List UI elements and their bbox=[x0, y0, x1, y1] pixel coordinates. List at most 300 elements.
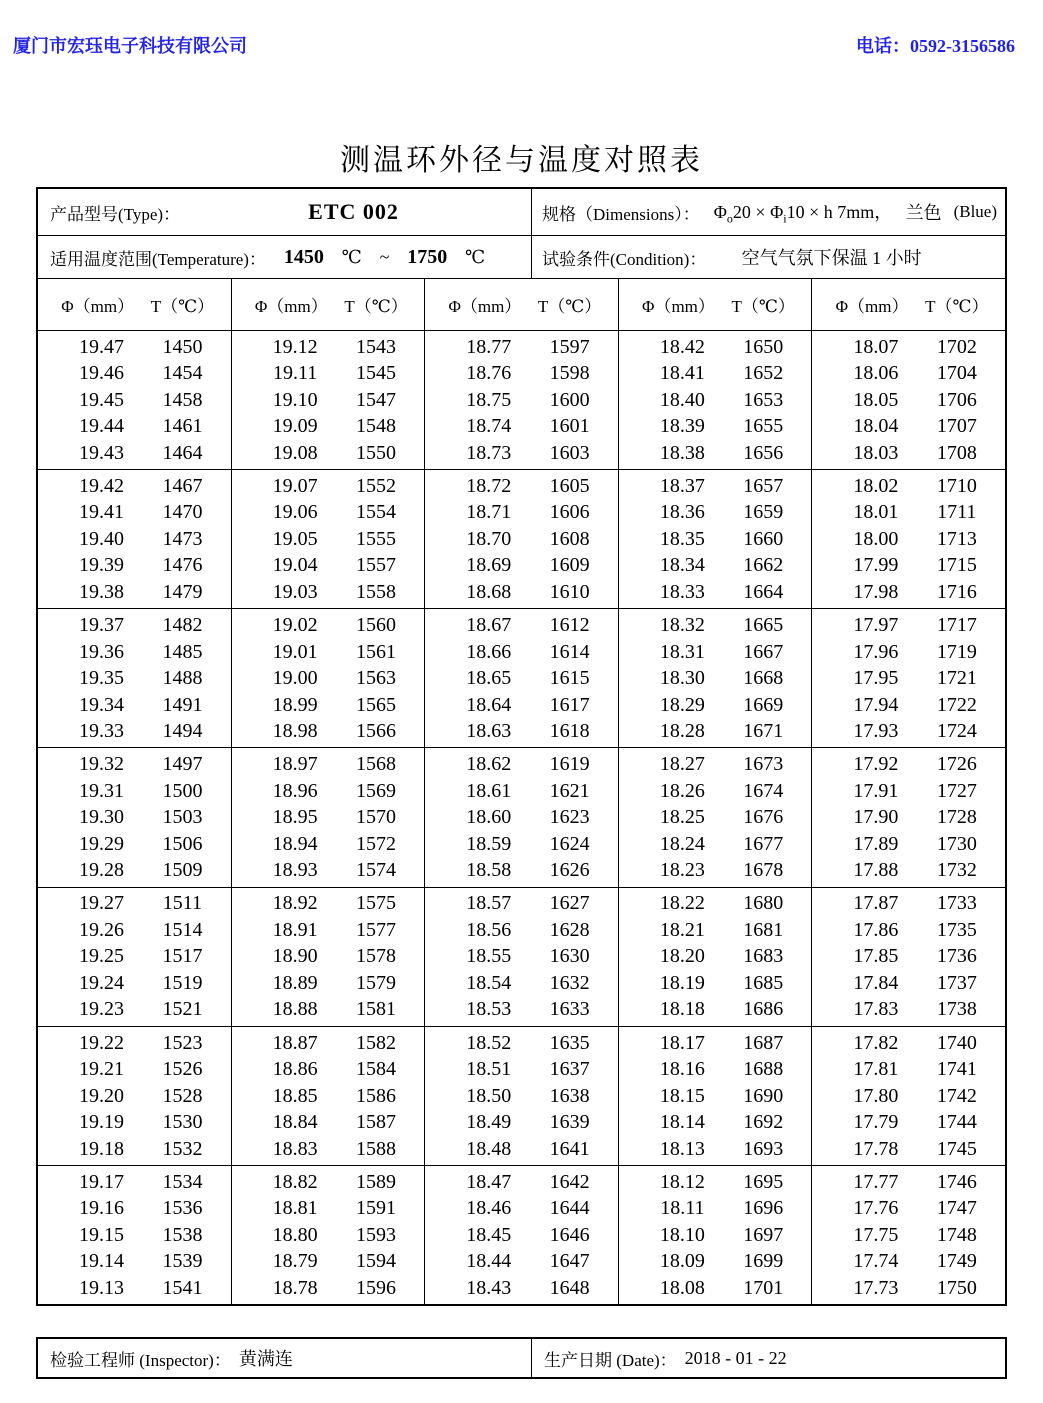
phi-value: 19.21 bbox=[79, 1058, 125, 1081]
table-row bbox=[619, 804, 812, 831]
table-row bbox=[619, 1195, 812, 1222]
table-row bbox=[232, 831, 425, 858]
temperature-value: 1621 bbox=[549, 779, 590, 802]
table-row bbox=[812, 1083, 1005, 1110]
phi-value: 19.42 bbox=[79, 474, 125, 497]
temperature-value: 1605 bbox=[549, 474, 590, 497]
temperature-value: 1615 bbox=[549, 667, 590, 690]
table-row bbox=[232, 692, 425, 719]
temperature-value: 1514 bbox=[162, 918, 203, 941]
table-row bbox=[812, 526, 1005, 553]
condition-label: 试验条件(Condition)： bbox=[542, 249, 707, 269]
table-row bbox=[619, 552, 812, 579]
phi-value: 18.31 bbox=[659, 640, 705, 663]
phone bbox=[856, 32, 1015, 58]
row-group bbox=[232, 470, 425, 609]
table-row bbox=[38, 334, 231, 361]
phi-value: 18.71 bbox=[466, 501, 512, 524]
row-group bbox=[812, 470, 1005, 609]
table-column bbox=[232, 331, 426, 1304]
table-row bbox=[232, 1030, 425, 1057]
temperature-value: 1638 bbox=[549, 1084, 590, 1107]
temperature-value: 1726 bbox=[936, 753, 977, 776]
temperature-value: 1724 bbox=[936, 720, 977, 743]
phi-value: 19.33 bbox=[79, 720, 125, 743]
table-row bbox=[425, 943, 618, 970]
top-bar bbox=[13, 32, 1015, 58]
table-row bbox=[232, 1056, 425, 1083]
column-header-cell bbox=[425, 279, 619, 330]
temperature-value: 1697 bbox=[743, 1223, 784, 1246]
phi-value: 18.57 bbox=[466, 892, 512, 915]
temperature-value: 1609 bbox=[549, 554, 590, 577]
temperature-value: 1750 bbox=[936, 1276, 977, 1299]
phi-value: 18.63 bbox=[466, 720, 512, 743]
condition-value: 空气气氛下保温 1 小时 bbox=[741, 248, 922, 268]
temperature-value: 1678 bbox=[743, 859, 784, 882]
table-column bbox=[619, 331, 813, 1304]
phi-value: 18.48 bbox=[466, 1137, 512, 1160]
temperature-value: 1579 bbox=[356, 971, 397, 994]
temperature-value: 1581 bbox=[356, 998, 397, 1021]
temperature-value: 1500 bbox=[162, 779, 203, 802]
table-row bbox=[425, 665, 618, 692]
phi-value: 18.08 bbox=[659, 1276, 705, 1299]
temperature-value: 1593 bbox=[356, 1223, 397, 1246]
phi-value: 17.81 bbox=[853, 1058, 899, 1081]
phi-value: 18.74 bbox=[466, 415, 512, 438]
temperature-value: 1722 bbox=[936, 693, 977, 716]
table-row bbox=[38, 1222, 231, 1249]
phi-value: 18.13 bbox=[659, 1137, 705, 1160]
temperature-value: 1695 bbox=[743, 1170, 784, 1193]
table-row bbox=[812, 1109, 1005, 1136]
table-row bbox=[812, 1195, 1005, 1222]
phi-value: 18.49 bbox=[466, 1111, 512, 1134]
phi-value: 18.53 bbox=[466, 998, 512, 1021]
date-label: 生产日期 (Date)： bbox=[544, 1350, 677, 1370]
phi-value: 19.16 bbox=[79, 1197, 125, 1220]
temperature-value: 1536 bbox=[162, 1197, 203, 1220]
column-header-cell bbox=[619, 279, 813, 330]
table-row bbox=[812, 665, 1005, 692]
table-row bbox=[38, 1169, 231, 1196]
table-row bbox=[425, 1275, 618, 1302]
table-row bbox=[812, 334, 1005, 361]
row-group bbox=[232, 748, 425, 887]
info-row-temp-cond bbox=[38, 236, 1005, 279]
row-group bbox=[232, 1027, 425, 1166]
phi-value: 19.35 bbox=[79, 667, 125, 690]
phi-value: 18.05 bbox=[853, 388, 899, 411]
row-group bbox=[812, 1166, 1005, 1304]
row-group bbox=[619, 1166, 812, 1304]
phone-label: 电话： bbox=[856, 36, 910, 56]
color-name-en: (Blue) bbox=[953, 202, 997, 221]
phi-value: 19.05 bbox=[272, 527, 318, 550]
table-row bbox=[812, 970, 1005, 997]
phi-value: 18.04 bbox=[853, 415, 899, 438]
phi-value: 18.85 bbox=[272, 1084, 318, 1107]
table-row bbox=[38, 1275, 231, 1302]
phi-value: 18.15 bbox=[659, 1084, 705, 1107]
phi-value: 18.64 bbox=[466, 693, 512, 716]
temperature-value: 1699 bbox=[743, 1250, 784, 1273]
temperature-value: 1597 bbox=[549, 335, 590, 358]
phi-value: 17.95 bbox=[853, 667, 899, 690]
phi-value: 18.97 bbox=[272, 753, 318, 776]
table-row bbox=[619, 778, 812, 805]
temperature-value: 1506 bbox=[162, 832, 203, 855]
table-row bbox=[619, 665, 812, 692]
phi-value: 17.98 bbox=[853, 580, 899, 603]
temperature-value: 1671 bbox=[743, 720, 784, 743]
phi-value: 19.30 bbox=[79, 806, 125, 829]
temperature-value: 1554 bbox=[356, 501, 397, 524]
table-column bbox=[812, 331, 1005, 1304]
table-row bbox=[812, 692, 1005, 719]
temperature-value: 1736 bbox=[936, 945, 977, 968]
table-row bbox=[232, 639, 425, 666]
table-row bbox=[425, 917, 618, 944]
temperature-value: 1617 bbox=[549, 693, 590, 716]
temperature-value: 1458 bbox=[162, 388, 203, 411]
temperature-value: 1545 bbox=[356, 362, 397, 385]
phi-value: 18.30 bbox=[659, 667, 705, 690]
temperature-value: 1676 bbox=[743, 806, 784, 829]
phi-value: 18.72 bbox=[466, 474, 512, 497]
table-row bbox=[619, 970, 812, 997]
temperature-value: 1509 bbox=[162, 859, 203, 882]
table-row bbox=[812, 943, 1005, 970]
phi-value: 18.94 bbox=[272, 832, 318, 855]
table-row bbox=[619, 526, 812, 553]
phi-value: 19.15 bbox=[79, 1223, 125, 1246]
phi-value: 19.03 bbox=[272, 580, 318, 603]
temperature-value: 1710 bbox=[936, 474, 977, 497]
table-row bbox=[38, 917, 231, 944]
phi-value: 18.89 bbox=[272, 971, 318, 994]
temperature-value: 1642 bbox=[549, 1170, 590, 1193]
phi-value: 19.37 bbox=[79, 614, 125, 637]
table-row bbox=[232, 665, 425, 692]
phi-value: 17.84 bbox=[853, 971, 899, 994]
table-row bbox=[38, 1248, 231, 1275]
table-row bbox=[232, 890, 425, 917]
phi-value: 18.24 bbox=[659, 832, 705, 855]
temperature-value: 1589 bbox=[356, 1170, 397, 1193]
temperature-value: 1570 bbox=[356, 806, 397, 829]
temperature-value: 1685 bbox=[743, 971, 784, 994]
temperature-value: 1528 bbox=[162, 1084, 203, 1107]
phi-value: 17.87 bbox=[853, 892, 899, 915]
temperature-value: 1746 bbox=[936, 1170, 977, 1193]
phi-value: 19.31 bbox=[79, 779, 125, 802]
phi-value: 18.03 bbox=[853, 441, 899, 464]
temperature-value: 1659 bbox=[743, 501, 784, 524]
table-row bbox=[232, 473, 425, 500]
temperature-header: T（℃） bbox=[150, 297, 215, 316]
phi-value: 17.74 bbox=[853, 1250, 899, 1273]
phi-value: 19.08 bbox=[272, 441, 318, 464]
row-group bbox=[619, 1027, 812, 1166]
phi-value: 19.17 bbox=[79, 1170, 125, 1193]
table-row bbox=[425, 413, 618, 440]
table-row bbox=[232, 1222, 425, 1249]
temperature-value: 1530 bbox=[162, 1111, 203, 1134]
phi-value: 18.38 bbox=[659, 441, 705, 464]
temperature-value: 1745 bbox=[936, 1137, 977, 1160]
phi-value: 17.91 bbox=[853, 779, 899, 802]
temperature-value: 1688 bbox=[743, 1058, 784, 1081]
table-row bbox=[38, 692, 231, 719]
phi-value: 17.99 bbox=[853, 554, 899, 577]
table-row bbox=[425, 552, 618, 579]
phi-value: 17.75 bbox=[853, 1223, 899, 1246]
table-row bbox=[425, 831, 618, 858]
temperature-range-cell bbox=[38, 236, 532, 278]
temperature-value: 1534 bbox=[162, 1170, 203, 1193]
temperature-value: 1717 bbox=[936, 614, 977, 637]
temperature-value: 1470 bbox=[162, 501, 203, 524]
temperature-value: 1497 bbox=[162, 753, 203, 776]
table-row bbox=[232, 440, 425, 467]
phi-value: 19.26 bbox=[79, 918, 125, 941]
inspector-name: 黄满连 bbox=[238, 1349, 293, 1369]
table-row bbox=[812, 718, 1005, 745]
row-group bbox=[232, 1166, 425, 1304]
temperature-value: 1637 bbox=[549, 1058, 590, 1081]
table-row bbox=[425, 1195, 618, 1222]
temperature-value: 1633 bbox=[549, 998, 590, 1021]
phi-value: 19.39 bbox=[79, 554, 125, 577]
phi-value: 18.21 bbox=[659, 918, 705, 941]
phi-value: 18.39 bbox=[659, 415, 705, 438]
table-row bbox=[38, 526, 231, 553]
temperature-value: 1704 bbox=[936, 362, 977, 385]
table-row bbox=[619, 996, 812, 1023]
table-row bbox=[425, 360, 618, 387]
table-row bbox=[619, 612, 812, 639]
phi-value: 18.20 bbox=[659, 945, 705, 968]
phi-value: 17.96 bbox=[853, 640, 899, 663]
phi-value: 19.46 bbox=[79, 362, 125, 385]
temperature-value: 1646 bbox=[549, 1223, 590, 1246]
table-row bbox=[38, 831, 231, 858]
phi-value: 18.68 bbox=[466, 580, 512, 603]
table-row bbox=[425, 526, 618, 553]
temperature-value: 1701 bbox=[743, 1276, 784, 1299]
phi-value: 18.95 bbox=[272, 806, 318, 829]
phi-value: 18.29 bbox=[659, 693, 705, 716]
table-row bbox=[812, 1222, 1005, 1249]
phi-header: Φ（mm） bbox=[61, 297, 135, 316]
column-header-cell bbox=[232, 279, 426, 330]
temperature-value: 1683 bbox=[743, 945, 784, 968]
row-group bbox=[232, 609, 425, 748]
temperature-value: 1635 bbox=[549, 1031, 590, 1054]
phi-value: 18.36 bbox=[659, 501, 705, 524]
table-column bbox=[425, 331, 619, 1304]
temperature-value: 1708 bbox=[936, 441, 977, 464]
phi-value: 18.52 bbox=[466, 1031, 512, 1054]
phi-value: 18.44 bbox=[466, 1250, 512, 1273]
table-row bbox=[619, 857, 812, 884]
table-row bbox=[38, 943, 231, 970]
temperature-value: 1669 bbox=[743, 693, 784, 716]
table-row bbox=[38, 778, 231, 805]
temperature-value: 1600 bbox=[549, 388, 590, 411]
temperature-header: T（℃） bbox=[344, 297, 408, 316]
phi-value: 18.27 bbox=[659, 753, 705, 776]
temperature-value: 1673 bbox=[743, 753, 784, 776]
phi-value: 19.29 bbox=[79, 832, 125, 855]
table-row bbox=[619, 499, 812, 526]
table-row bbox=[232, 1195, 425, 1222]
row-group bbox=[812, 1027, 1005, 1166]
temperature-value: 1681 bbox=[743, 918, 784, 941]
phi-header: Φ（mm） bbox=[448, 297, 522, 316]
table-row bbox=[425, 996, 618, 1023]
temperature-value: 1655 bbox=[743, 415, 784, 438]
temperature-value: 1565 bbox=[356, 693, 397, 716]
temperature-value: 1618 bbox=[549, 720, 590, 743]
temperature-value: 1548 bbox=[356, 415, 397, 438]
temperature-value: 1626 bbox=[549, 859, 590, 882]
temperature-value: 1614 bbox=[549, 640, 590, 663]
row-group bbox=[38, 609, 231, 748]
table-row bbox=[232, 943, 425, 970]
temperature-value: 1561 bbox=[356, 640, 397, 663]
temperature-value: 1733 bbox=[936, 892, 977, 915]
table-row bbox=[425, 857, 618, 884]
temperature-value: 1641 bbox=[549, 1137, 590, 1160]
phi-value: 19.10 bbox=[272, 388, 318, 411]
row-group bbox=[812, 888, 1005, 1027]
phi-value: 17.79 bbox=[853, 1111, 899, 1134]
phi-header: Φ（mm） bbox=[254, 297, 328, 316]
temperature-value: 1550 bbox=[356, 441, 397, 464]
table-row bbox=[812, 1248, 1005, 1275]
phi-value: 18.99 bbox=[272, 693, 318, 716]
table-row bbox=[38, 413, 231, 440]
table-row bbox=[38, 1109, 231, 1136]
phi-value: 17.90 bbox=[853, 806, 899, 829]
table-row bbox=[38, 579, 231, 606]
table-row bbox=[38, 1083, 231, 1110]
temperature-value: 1488 bbox=[162, 667, 203, 690]
temperature-value: 1664 bbox=[743, 580, 784, 603]
phi-value: 18.93 bbox=[272, 859, 318, 882]
phi-value: 19.12 bbox=[272, 335, 318, 358]
temperature-value: 1668 bbox=[743, 667, 784, 690]
main-table bbox=[36, 187, 1007, 1306]
phi-value: 18.59 bbox=[466, 832, 512, 855]
phi-value: 18.40 bbox=[659, 388, 705, 411]
dimensions-cell bbox=[532, 189, 1005, 235]
table-row bbox=[619, 1222, 812, 1249]
table-row bbox=[425, 1169, 618, 1196]
column-header-cell bbox=[38, 279, 232, 330]
row-group bbox=[619, 470, 812, 609]
temperature-value: 1555 bbox=[356, 527, 397, 550]
temperature-value: 1686 bbox=[743, 998, 784, 1021]
temperature-value: 1744 bbox=[936, 1111, 977, 1134]
table-row bbox=[812, 639, 1005, 666]
table-row bbox=[232, 1248, 425, 1275]
table-row bbox=[619, 890, 812, 917]
temperature-value: 1560 bbox=[356, 614, 397, 637]
temperature-value: 1454 bbox=[162, 362, 203, 385]
table-row bbox=[232, 970, 425, 997]
table-row bbox=[619, 579, 812, 606]
row-group bbox=[38, 888, 231, 1027]
phi-value: 18.34 bbox=[659, 554, 705, 577]
phi-value: 18.56 bbox=[466, 918, 512, 941]
phi-value: 17.94 bbox=[853, 693, 899, 716]
phi-value: 19.02 bbox=[272, 614, 318, 637]
phi-value: 18.00 bbox=[853, 527, 899, 550]
table-row bbox=[38, 1056, 231, 1083]
table-row bbox=[232, 360, 425, 387]
phi-value: 18.92 bbox=[272, 892, 318, 915]
phi-value: 19.01 bbox=[272, 640, 318, 663]
row-group bbox=[619, 331, 812, 470]
phi-value: 18.46 bbox=[466, 1197, 512, 1220]
temperature-value: 1566 bbox=[356, 720, 397, 743]
table-row bbox=[232, 1109, 425, 1136]
temperature-value: 1610 bbox=[549, 580, 590, 603]
temperature-value: 1693 bbox=[743, 1137, 784, 1160]
table-row bbox=[619, 917, 812, 944]
phi-value: 18.51 bbox=[466, 1058, 512, 1081]
temperature-value: 1696 bbox=[743, 1197, 784, 1220]
table-row bbox=[812, 1169, 1005, 1196]
row-group bbox=[619, 748, 812, 887]
table-row bbox=[619, 692, 812, 719]
temperature-value: 1713 bbox=[936, 527, 977, 550]
temperature-value: 1538 bbox=[162, 1223, 203, 1246]
phi-value: 18.25 bbox=[659, 806, 705, 829]
phi-value: 19.36 bbox=[79, 640, 125, 663]
table-row bbox=[425, 499, 618, 526]
phi-value: 18.70 bbox=[466, 527, 512, 550]
row-group bbox=[425, 331, 618, 470]
phi-header: Φ（mm） bbox=[835, 297, 909, 316]
temperature-value: 1628 bbox=[549, 918, 590, 941]
table-row bbox=[619, 440, 812, 467]
phi-value: 17.83 bbox=[853, 998, 899, 1021]
temperature-value: 1517 bbox=[162, 945, 203, 968]
table-row bbox=[425, 1222, 618, 1249]
temperature-value: 1608 bbox=[549, 527, 590, 550]
phi-value: 19.07 bbox=[272, 474, 318, 497]
temperature-value: 1594 bbox=[356, 1250, 397, 1273]
temperature-value: 1644 bbox=[549, 1197, 590, 1220]
temperature-value: 1692 bbox=[743, 1111, 784, 1134]
table-row bbox=[619, 413, 812, 440]
phi-value: 18.62 bbox=[466, 753, 512, 776]
table-row bbox=[232, 751, 425, 778]
table-row bbox=[812, 831, 1005, 858]
temperature-value: 1740 bbox=[936, 1031, 977, 1054]
table-row bbox=[38, 499, 231, 526]
phi-header: Φ（mm） bbox=[642, 297, 715, 316]
date-cell bbox=[532, 1339, 1005, 1377]
row-group bbox=[812, 609, 1005, 748]
temperature-value: 1578 bbox=[356, 945, 397, 968]
company-name: 厦门市宏珏电子科技有限公司 bbox=[13, 36, 247, 56]
